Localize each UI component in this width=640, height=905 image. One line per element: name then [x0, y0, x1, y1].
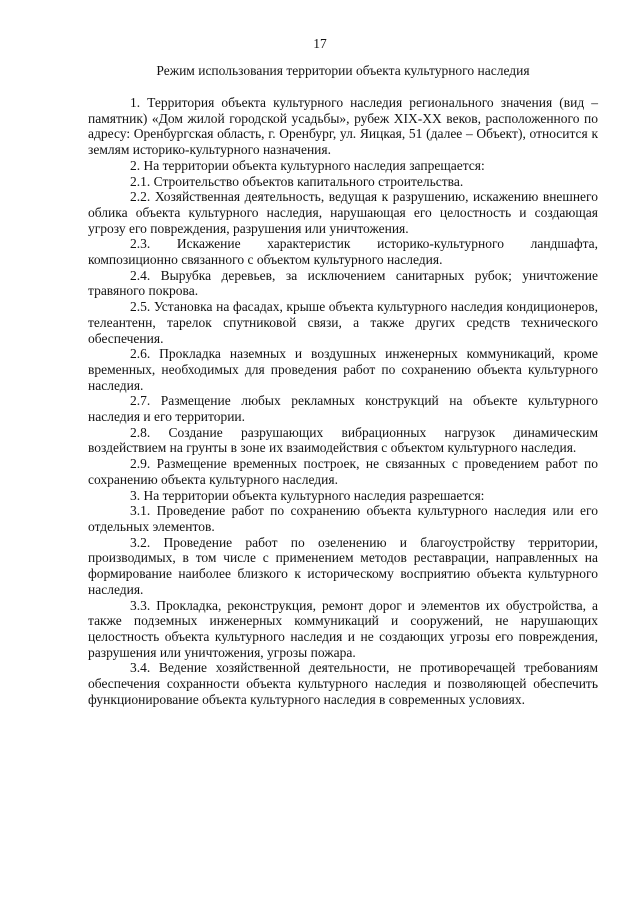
paragraph-2-4: 2.4. Вырубка деревьев, за исключением санитарных рубок; уничтожение травяного покрова. [88, 267, 598, 299]
document-body [88, 95, 598, 707]
paragraph-3-1: 3.1. Проведение работ по сохранению объекта культурного наследия или его отдельных элементов. [88, 503, 598, 534]
page-number: 17 [313, 36, 327, 51]
paragraph-3-2: 3.2. Проведение работ по озеленению и благоустройству территории, производимых, в том числе с применением методов реставрации, направленных на формирование наиболее близкого к историческому восприятию объекта культурного наследия. [88, 534, 598, 597]
paragraph-3-4: 3.4. Ведение хозяйственной деятельности, не противоречащей требованиям обеспечения сохранности объекта культурного наследия и позволяющей обеспечить функционирование объекта культурного наследия в современных условиях. [88, 660, 598, 707]
paragraph-1: 1. Территория объекта культурного наследия регионального значения (вид – памятник) «Дом жилой городской усадьбы», рубеж XIX-XX веков, расположенного по адресу: Оренбургская область, г. Оренбург, ул. Яицкая, 51 (далее – Объект), относится к землям историко-культурного назначения. [88, 95, 598, 158]
paragraph-2-1: 2.1. Строительство объектов капитального строительства. [130, 173, 464, 189]
paragraph-3: 3. На территории объекта культурного наследия разрешается: [130, 487, 485, 503]
paragraph-3-3: 3.3. Прокладка, реконструкция, ремонт дорог и элементов их обустройства, а также подземных инженерных коммуникаций и сооружений, не нарушающих целостность объекта культурного наследия и не создающих угрозы его повреждения, разрушения или уничтожения, угрозы пожара. [88, 597, 598, 660]
paragraph-2-3: 2.3. Искажение характеристик историко-культурного ландшафта, композиционно связанного с объектом культурного наследия. [88, 236, 598, 268]
paragraph-2: 2. На территории объекта культурного наследия запрещается: [130, 157, 485, 173]
paragraph-2-5: 2.5. Установка на фасадах, крыше объекта культурного наследия кондиционеров, телеантенн, тарелок спутниковой связи, а также других средств технического обеспечения. [88, 299, 598, 346]
paragraph-2-2: 2.2. Хозяйственная деятельность, ведущая к разрушению, искажению внешнего облика объекта культурного наследия, нарушающая его целостность и создающая угрозу его повреждения, разрушения или уничтожения. [88, 189, 598, 236]
paragraph-2-8: 2.8. Создание разрушающих вибрационных нагрузок динамическим воздействием на грунты в зоне их взаимодействия с объектом культурного наследия. [88, 424, 598, 456]
paragraph-2-6: 2.6. Прокладка наземных и воздушных инженерных коммуникаций, кроме временных, необходимых для проведения работ по сохранению объекта культурного наследия. [88, 346, 598, 393]
paragraph-2-9: 2.9. Размещение временных построек, не связанных с проведением работ по сохранению объекта культурного наследия. [88, 456, 598, 487]
document-title: Режим использования территории объекта культурного наследия [156, 63, 530, 78]
paragraph-2-7: 2.7. Размещение любых рекламных конструкций на объекте культурного наследия и его территории. [88, 393, 598, 425]
